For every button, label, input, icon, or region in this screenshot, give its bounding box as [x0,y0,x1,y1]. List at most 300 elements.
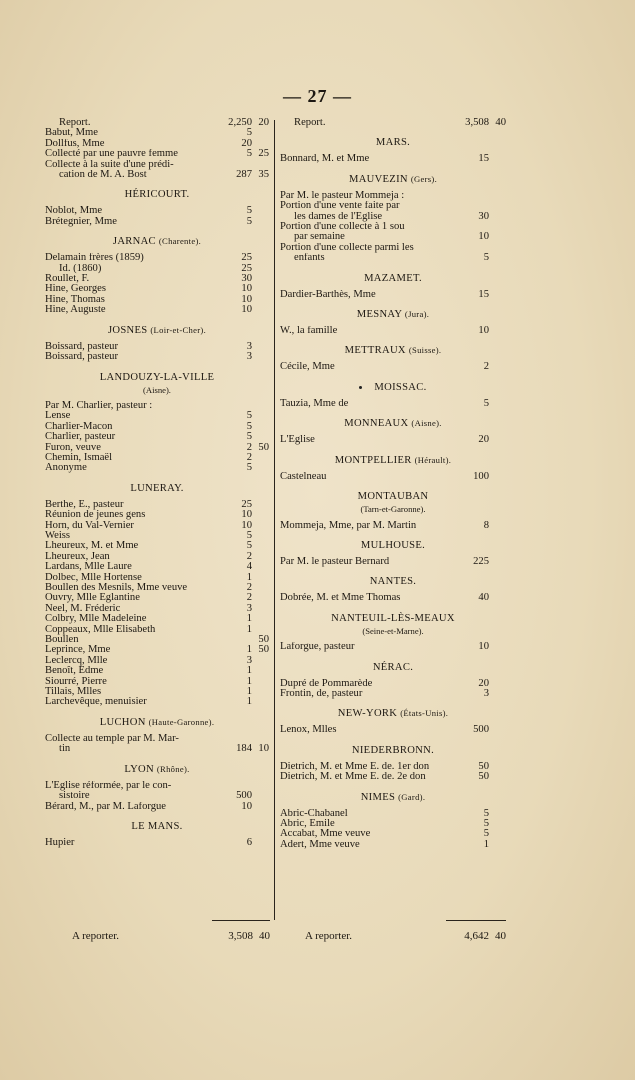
carry-cents: 40 [259,930,270,942]
entry-row [45,697,269,707]
entry-name: Hupier [45,837,75,848]
entry-francs: 6 [246,836,252,848]
entry-francs: 2 [246,592,252,604]
page-number: — 27 — [283,86,352,106]
entry-row [45,342,269,352]
entry-name: Delamain frères (1859) [45,253,144,264]
entry-name: Mommeja, Mme, par M. Martin [280,520,417,531]
entry-francs: 3 [246,340,252,352]
entry-cents: 35 [258,169,269,181]
entry-francs: 30 [478,210,489,222]
entry-group [280,435,506,445]
entry-cents: 25 [258,148,269,160]
section-title: NÉRAC. [372,661,414,673]
entry-row [280,725,506,735]
entry-francs: 8 [483,519,489,531]
entry-francs: 5 [483,252,489,264]
carry-label: A reporter. [305,930,353,942]
entry-row [280,435,506,445]
entry-cents: 10 [258,743,269,755]
section-heading [45,764,269,775]
section-heading [280,491,506,502]
report-francs: 2,250 [228,117,252,128]
entry-name: Dupré de Pommarède [280,678,373,689]
entry-row [280,362,506,372]
entry-francs: 1 [246,571,252,583]
entry-name: Noblot, Mme [45,206,103,217]
entry-francs: 10 [241,304,252,316]
entry-francs: 3 [246,654,252,666]
entry-francs: 3 [483,687,489,699]
entry-francs: 2 [246,582,252,593]
section-heading [280,382,506,393]
entry-francs: 184 [236,743,252,755]
section-region: (Haute-Garonne). [148,716,215,727]
entry-name: Brétegnier, Mme [45,216,117,227]
entry-group [280,326,506,336]
entry-francs: 500 [236,790,252,802]
entry-francs: 20 [241,137,252,149]
left-column [45,118,269,848]
section-title: LE MANS. [131,820,183,832]
entry-francs: 15 [478,288,489,300]
entry-francs: 50 [478,771,489,783]
entry-group [280,362,506,372]
section-title: MOISSAC. [374,381,427,393]
entry-row [45,422,269,432]
entry-francs: 1 [246,696,252,708]
entry-francs: 2 [246,451,252,463]
entry-francs: 10 [241,800,252,812]
entry-row [45,687,269,697]
entry-group [45,500,269,708]
entry-name: Boullen [45,635,79,646]
entry-row [280,472,506,482]
entry-francs: 5 [246,215,252,227]
entry-cents: 50 [258,634,269,646]
entry-name: les dames de l'Eglise [294,211,383,222]
entry-row [45,128,269,138]
entry-name: Charlier-Macon [45,421,113,432]
section-title: MAUVEZIN [348,173,408,185]
entry-francs: 4 [246,561,252,573]
entry-francs: 1 [246,644,252,656]
entry-francs: 15 [478,153,489,165]
carry-label: A reporter. [72,930,120,942]
entry-group [45,253,269,315]
entry-row [280,232,506,242]
entry-row [280,593,506,603]
entry-francs: 10 [478,325,489,337]
bullet-mark [359,386,362,389]
entry-group [45,734,269,755]
entry-group [280,290,506,300]
section-heading [280,613,506,624]
entry-name: Chemin, Ismaël [45,452,113,463]
entry-francs: 5 [246,148,252,160]
section-heading [280,576,506,587]
entry-row [280,243,506,253]
section-region: (Aisne). [143,384,171,395]
section-heading [45,236,269,247]
entry-francs: 5 [246,529,252,541]
entry-row [45,453,269,463]
entry-name: L'Église réformée, par le con- [45,780,172,791]
entry-row [45,645,269,655]
section-heading [280,540,506,551]
report-cents: 40 [495,117,506,128]
section-title: NANTES. [369,576,417,588]
section-title: JARNAC [112,236,156,248]
entry-row [45,802,269,812]
entry-name: Lenox, Mlles [280,725,337,736]
entry-name: Dietrich, M. et Mme E. de. 2e don [280,772,426,783]
section-heading [280,792,506,803]
entry-group [45,838,269,848]
entry-name: Hine, Georges [45,284,106,295]
entry-name: Lheureux, M. et Mme [45,541,139,552]
entry-row [45,411,269,421]
entry-name: Collecte à la suite d'une prédi- [45,159,174,170]
entry-name: Babut, Mme [45,128,98,139]
entry-row [45,274,269,284]
entry-group [280,557,506,567]
entry-row [45,253,269,263]
entry-group [280,679,506,700]
entry-group [280,472,506,482]
entry-row [280,557,506,567]
section-subheading [45,385,269,396]
entry-group [280,642,506,652]
entry-name: Berthe, E., pasteur [45,499,124,510]
section-region: (Hérault). [414,454,452,465]
entry-group [45,342,269,363]
carry-francs: 4,642 [464,930,489,942]
entry-francs: 2 [246,441,252,453]
entry-name: Portion d'une collecte parmi les [280,242,414,253]
entry-name: Leclercq, Mlle [45,655,108,666]
entry-row [45,677,269,687]
report-label: Report. [294,118,326,128]
section-heading [280,662,506,673]
section-subheading [280,626,506,637]
entry-name: Frontin, de, pasteur [280,688,363,699]
entry-name: Charlier, pasteur [45,432,116,443]
entry-name: Weiss [45,530,71,541]
entry-francs: 20 [478,677,489,689]
section-title: METTRAUX [344,345,406,357]
entry-name: Abric, Emile [280,818,335,829]
carry-forward-left [72,930,270,942]
entry-name: Par M. le pasteur Bernard [280,556,390,567]
entry-name: Bérard, M., par M. Laforgue [45,801,167,812]
entry-row [280,201,506,211]
report-row [45,118,269,128]
entry-row [45,573,269,583]
entry-name: Tillais, Mlles [45,687,102,698]
entry-group [280,521,506,531]
entry-name: Lardans, Mlle Laure [45,562,132,573]
entry-francs: 30 [241,273,252,285]
entry-name: Boullen des Mesnils, Mme veuve [45,583,188,593]
entry-name: Boissard, pasteur [45,352,118,363]
entry-francs: 40 [478,592,489,604]
entry-name: Leprince, Mme [45,645,111,656]
entry-name: Cécile, Mme [280,362,335,373]
entry-francs: 2 [483,361,489,373]
entry-row [280,762,506,772]
entry-name: Dardier-Barthès, Mme [280,289,376,300]
entry-name: sistoire [59,791,90,802]
entry-row [45,149,269,159]
entry-row [45,432,269,442]
entry-name: Par M. Charlier, pasteur : [45,400,153,411]
section-region: (Jura). [404,309,430,320]
entry-name: Portion d'une collecte à 1 sou [280,222,405,233]
entry-francs: 5 [483,807,489,819]
entry-name: Réunion de jeunes gens [45,510,146,521]
section-title: LUCHON [99,716,146,728]
entry-group [280,191,506,264]
section-heading [280,345,506,356]
section-title: LYON [124,763,154,775]
section-heading [280,137,506,148]
entry-name: Hine, Thomas [45,294,105,305]
entry-name: Portion d'une vente faite par [280,201,400,212]
entry-francs: 20 [478,434,489,446]
section-title: NANTEUIL-LÈS-MEAUX [331,612,455,624]
entry-group [45,206,269,227]
section-title: LUNERAY. [130,482,184,494]
entry-row [280,679,506,689]
entry-name: W., la famille [280,326,338,337]
carry-row [72,930,270,942]
entry-francs: 3 [246,602,252,614]
entry-name: Lense [45,411,71,422]
entry-row [45,635,269,645]
entry-row [45,500,269,510]
entry-group [45,128,269,180]
entry-row [280,191,506,201]
entry-row [280,521,506,531]
entry-group [280,725,506,735]
entry-francs: 5 [246,431,252,443]
entry-row [280,829,506,839]
entry-name: Adert, Mme veuve [280,839,360,850]
entry-row [45,552,269,562]
entry-row [45,352,269,362]
section-region: (Suisse). [408,345,442,356]
entry-row [45,510,269,520]
entry-row [45,625,269,635]
entry-name: enfants [294,253,325,264]
entry-row [45,562,269,572]
column-divider [274,120,275,920]
entry-name: Larchevêque, menuisier [45,697,147,708]
entry-francs: 10 [241,283,252,295]
section-heading [280,174,506,185]
entry-row [280,772,506,782]
section-title: MONTPELLIER [334,454,412,466]
entry-row [280,689,506,699]
entry-row [45,170,269,180]
section-heading [280,309,506,320]
section-region: (Gard). [398,791,426,802]
section-region: (États-Unis). [400,708,449,719]
section-title: MAZAMET. [364,272,422,284]
entry-group [280,593,506,603]
section-heading [45,717,269,728]
entry-row [45,206,269,216]
entry-name: Par M. le pasteur Mommeja : [280,190,405,201]
entry-francs: 5 [483,397,489,409]
section-region: (Rhône). [156,763,190,774]
entry-row [280,840,506,850]
entry-francs: 25 [241,498,252,510]
entry-francs: 5 [246,127,252,139]
right-column [280,118,506,850]
section-title: NEW-YORK [337,708,398,720]
entry-name: Collecté par une pauvre femme [45,149,178,160]
entry-name: Hine, Auguste [45,305,106,316]
section-heading [45,821,269,832]
entry-row [45,666,269,676]
entry-name: L'Eglise [280,435,315,446]
entry-francs: 3 [246,351,252,363]
entry-name: Tauzia, Mme de [280,398,349,409]
section-title: MARS. [375,137,411,149]
entry-francs: 1 [246,686,252,698]
entry-row [280,253,506,263]
entry-row [45,463,269,473]
entry-group [45,401,269,474]
entry-francs: 10 [241,519,252,531]
entry-name: Accabat, Mme veuve [280,829,371,840]
entry-francs: 10 [478,231,489,243]
entry-francs: 25 [241,262,252,274]
section-region: (Charente). [158,236,202,247]
entry-row [45,217,269,227]
entry-row [45,838,269,848]
entry-name: Boissard, pasteur [45,341,118,352]
entry-row [45,656,269,666]
entry-name: Ouvry, Mlle Eglantine [45,593,140,604]
entry-row [280,819,506,829]
entry-row [45,614,269,624]
entry-row [280,212,506,222]
section-region: (Seine-et-Marne). [362,625,424,636]
entry-francs: 287 [236,169,252,181]
entry-francs: 5 [246,410,252,422]
report-francs: 3,508 [465,117,489,128]
section-heading [280,708,506,719]
entry-name: cation de M. A. Bost [59,170,147,181]
entry-name: tin [59,744,71,755]
entry-francs: 1 [246,675,252,687]
entry-francs: 5 [246,462,252,474]
section-subheading [280,504,506,515]
entry-francs: 1 [483,838,489,850]
entry-francs: 1 [246,613,252,625]
entry-francs: 10 [478,641,489,653]
entry-name: Colbry, Mlle Madeleine [45,614,147,625]
entry-row [45,531,269,541]
entry-francs: 225 [473,555,489,567]
section-heading [45,483,269,494]
entry-name: Anonyme [45,463,87,474]
report-cents: 20 [258,117,269,128]
entry-name: Neel, M. Fréderic [45,603,121,614]
entry-name: Dollfus, Mme [45,138,105,149]
entry-francs: 5 [246,420,252,432]
entry-row [45,295,269,305]
entry-row [45,264,269,274]
entry-name: Bonnard, M. et Mme [280,154,370,165]
entry-name: Coppeaux, Mlle Elisabeth [45,624,156,635]
total-rule [446,920,506,921]
section-region: (Aisne). [411,418,442,429]
entry-francs: 5 [246,540,252,552]
entry-name: Id. (1860) [59,263,102,274]
entry-francs: 1 [246,623,252,635]
section-heading [280,745,506,756]
section-region: (Gers). [410,173,438,184]
section-title: JOSNES [107,324,148,336]
entry-name: Roullet, F. [45,274,90,285]
entry-cents: 50 [258,644,269,656]
entry-francs: 10 [241,293,252,305]
entry-francs: 5 [483,828,489,840]
entry-name: Laforgue, pasteur [280,642,355,653]
entry-name: Collecte au temple par M. Mar- [45,733,179,744]
entry-name: Siourré, Pierre [45,676,107,687]
entry-name: Benoît, Edme [45,666,104,677]
section-heading [280,273,506,284]
entry-francs: 10 [241,509,252,521]
total-rule [212,920,270,921]
section-region: (Loir-et-Cher). [150,324,207,335]
entry-row [45,604,269,614]
entry-group [280,809,506,851]
entry-row [280,290,506,300]
report-label: Report. [59,118,91,128]
entry-group [280,762,506,783]
section-title: MESNAY [356,309,402,321]
entry-row [45,139,269,149]
entry-name: Dobrée, M. et Mme Thomas [280,593,401,604]
section-title: MULHOUSE. [360,539,426,551]
carry-francs: 3,508 [228,930,253,942]
entry-francs: 5 [483,817,489,829]
entry-row [45,284,269,294]
entry-row [45,541,269,551]
entry-name: Dietrich, M. et Mme E. de. 1er don [280,761,430,772]
entry-name: Lheureux, Jean [45,551,110,562]
entry-name: par semaine [294,232,345,243]
section-heading [45,372,269,383]
entry-name: Abric-Chabanel [280,808,348,819]
entry-row [45,401,269,411]
report-row [280,118,506,128]
entry-name: Horn, du Val-Vernier [45,520,134,531]
entry-name: Dolbec, Mlle Hortense [45,572,142,583]
entry-row [280,222,506,232]
entry-francs: 2 [246,550,252,562]
carry-cents: 40 [495,930,506,942]
section-title: LANDOUZY-LA-VILLE [99,371,215,383]
entry-row [45,791,269,801]
entry-row [45,305,269,315]
